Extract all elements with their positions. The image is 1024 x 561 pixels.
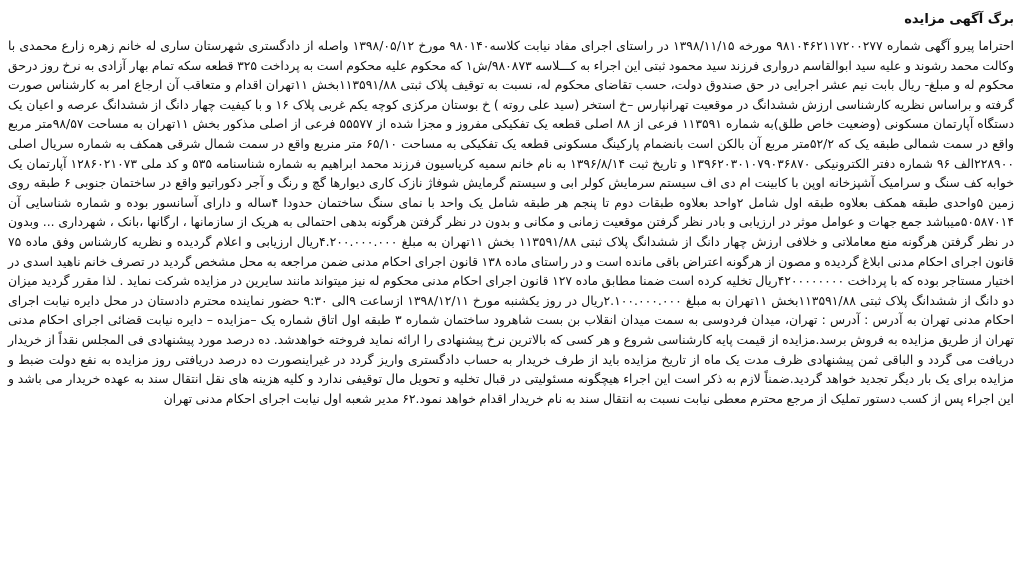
document-title: برگ آگهی مزایده	[904, 12, 1014, 27]
document-body: احتراما پیرو آگهی شماره ۹۸۱۰۴۶۲۱۱۷۲۰۰۲۷۷ مورخه ۱۳۹۸/۱۱/۱۵ در راستای اجرای مفاد نیابت کلاسه۹۸۰۱۴۰ مورخ ۱۳۹۸/۰۵/۱۲ واصله از دادگستری شهرستان ساری له خانم زهره زارع محمدی با وکالت محمد رشوند و علیه سید ابوالقاسم درواری فرزند سید محمود ثبتی این اجراء به کـــلاسه ۹۸۰۸۷۳/ش۱ که محکوم علیه محکوم است به پرداخت ۳۲۵ قطعه سکه تمام بهار آزادی به نرخ روز درحق محکوم له و مبلغ- ریال بابت نیم عشر اجرایی در حق صندوق دولت، حسب تقاضای محکوم له، نسبت به توقیف پلاک ثبتی ۱۱۳۵۹۱/۸۸بخش ۱۱تهران اقدام و متعاقب آن ارجاع امر به کارشناس صورت گرفته و براساس نظریه کارشناسی ارزش ششدانگ در موقعیت تهرانپارس –خ استخر (سید علی روته ) خ بوستان مرکزی کوچه یکم غربی پلاک ۱۶ و با کیفیت چهار دانگ از ششدانگ عرصه و اعیان یک دستگاه آپارتمان مسکونی (وضعیت خاص طلق)به شماره ۱۱۳۵۹۱ فرعی از ۸۸ اصلی قطعه یک تفکیکی مفروز و مجزا شده از ۵۵۵۷۷ فرعی از اصلی مذکور بخش ۱۱تهران به مساحت ۹۸/۵۷متر مربع واقع در سمت شمالی طبقه یک که ۵۲/۲متر مربع آن بالکن است بانضمام پارکینگ مسکونی قطعه یک تفکیکی به مساحت ۶۵/۱۰ متر منربع واقع در سمت شمال شرقی همکف به شماره سریال اصلی ۲۲۸۹۰۰الف ۹۶ شماره دفتر الکترونیکی ۱۳۹۶۲۰۳۰۱۰۷۹۰۳۶۸۷۰ و تاریخ ثبت ۱۳۹۶/۸/۱۴ به نام خانم سمیه کریاسیون فرزند محمد ابراهیم به شماره شناسنامه ۵۳۵ و کد ملی ۱۲۸۶۰۲۱۰۷۳ آپارتمان یک خوابه کف سنگ و سرامیک آشپزخانه اوپن با کابینت ام دی اف سیستم سرمایش کولر ابی و سیستم گرمایش شوفاژ نازک کاری دیوارها گچ و رنگ و آجر دکوراتیو واقع در ساختمان جنوبی ۶ طبقه روی زمین ۵واحدی طبقه همکف بعلاوه طبقه اول شامل ۲واحد بعلاوه طبقات دوم تا پنجم هر طبقه شامل یک واحد با نمای سنگ ساختمان حدودا ۴ساله و دارای آسانسور بوده و شماره شناسایی آن ۵۰۵۸۷۰۱۴میباشد جمع جهات و عوامل موثر در ارزیابی و بادر نظر گرفتن موقعیت زمانی و مکانی و بدون در نظر گرفتن هرگونه بدهی احتمالی به هریک از سازمانها ، ارگانها ،بانک ، شهرداری ... وبدون در نظر گرفتن هرگونه منع معاملاتی و خلافی ارزش چهار دانگ از ششدانگ پلاک ثبتی ۱۱۳۵۹۱/۸۸ بخش ۱۱تهران به مبلغ ۴.۲۰۰.۰۰۰.۰۰۰ریال ارزیابی و اعلام گردیده و نظریه کارشناس وفق ماده ۷۵ قانون اجرای احکام مدنی ابلاغ گردیده و مصون از هرگونه اعتراض باقی مانده است و در راستای ماده ۱۳۸ قانون اجرای احکام مدنی ضمن مراجعه به محل مشخص گردید در تصرف خانم ناهید اسدی در اختیار مستاجر بوده که با پرداخت ۴۲۰۰۰۰۰۰۰۰ریال تخلیه کرده است ضمنا مطابق ماده ۱۲۷ قانون اجرای احکام مدنی محکوم له نیز میتواند مانند سایرین در مزایده شرکت نماید . لذا مقرر گردید میزان دو دانگ از ششدانگ پلاک ثبتی ۱۱۳۵۹۱/۸۸بخش ۱۱تهران به مبلغ ۲.۱۰۰.۰۰۰.۰۰۰ریال در روز یکشنبه مورخ ۱۳۹۸/۱۲/۱۱ ازساعت ۹الی ۹:۳۰ حضور نماینده محترم دادستان در محل دایره نیابت اجرای احکام مدنی تهران به آدرس : آدرس : تهران، میدان فردوسی به سمت میدان انقلاب بن بست شاهرود ساختمان شماره ۳ طبقه اول اتاق شماره یک –مزایده – دایره نیابت قضائی اجرای احکام مدنی تهران از طریق مزایده به فروش برسد.مزایده از قیمت پایه کارشناسی شروع و هر کسی که بالاترین نرخ پیشنهادی را ارائه نماید فروخته خواهدشد. ده درصد مورد پیشنهادی فی المجلس نقداً از خریدار دریافت می گردد و الباقی ثمن پیشنهادی ظرف مدت یک ماه از تاریخ مزایده باید از طرف خریدار به حساب دادگستری واریز گردد در غیراینصورت ده درصد دریافتی روز مزایده به نفع دولت ضبط و مزایده برای یک بار دیگر تجدید خواهد گردید.ضمناً لازم به ذکر است این اجراء هیچگونه مسئولیتی در قبال تخلیه و تحویل مال توقیفی ندارد و کلیه هزینه های نقل انتقال سند به عهده خریدار می باشد و این اجراء پس از کسب دستور تملیک از مرجع محترم معطی نیابت نسبت به انتقال سند به نام خریدار اقدام خواهد نمود.۶۲ مدیر شعبه اول نیابت اجرای احکام مدنی تهران	[8, 38, 1015, 406]
